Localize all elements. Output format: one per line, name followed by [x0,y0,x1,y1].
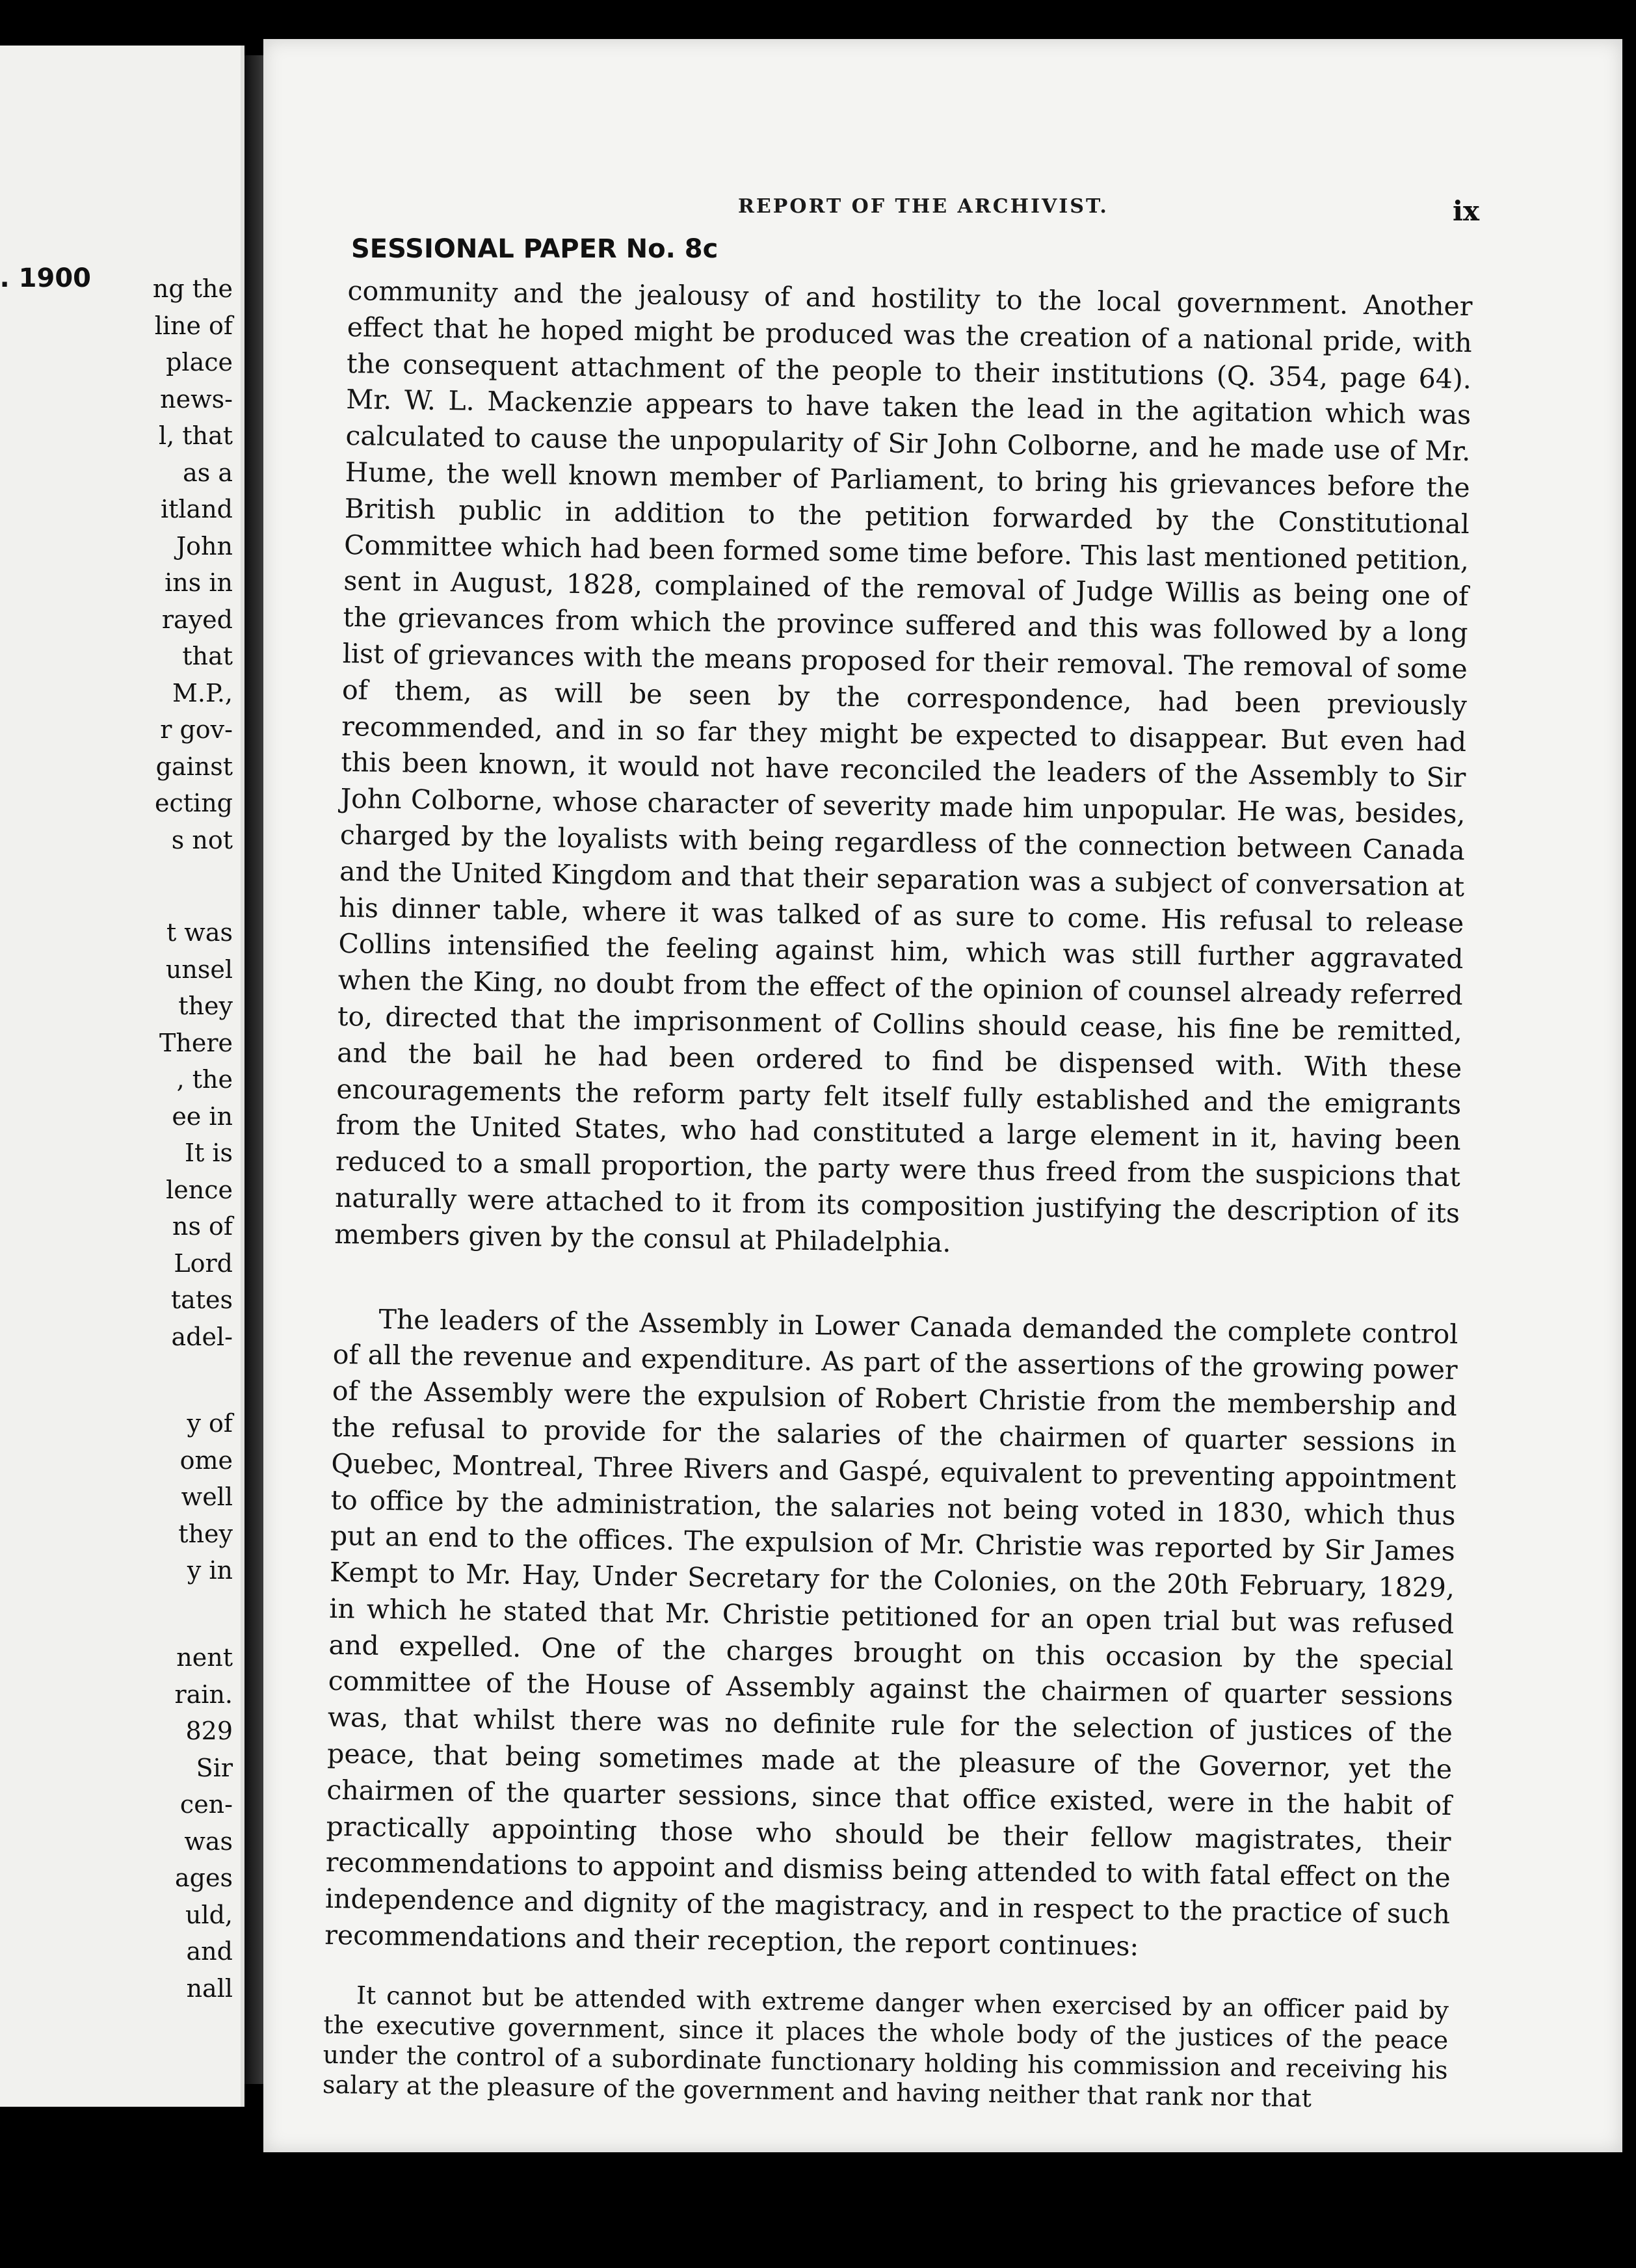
left-page-fragment: ins in [165,568,233,597]
left-page-fragment: lence [166,1175,233,1204]
left-page-fragment: and [186,1937,233,1966]
left-page-fragment: t was [166,918,233,947]
left-page-fragment: nall [186,1973,233,2003]
left-page-fragment: ns of [172,1212,233,1241]
left-page-fragment: place [166,348,233,376]
left-page-fragment: l, that [159,421,233,450]
left-page-fragment: tates [170,1286,233,1314]
left-page-fragment: line of [154,311,233,340]
left-page-fragment: ome [179,1445,233,1475]
left-page-fragment: John [176,531,233,560]
left-page-fragment: they [178,1519,233,1548]
left-page-fragment: news- [160,384,233,414]
left-page-fragment: ee in [172,1101,233,1131]
left-page-fragment: was [184,1826,233,1856]
left-page-fragment: rain. [174,1680,233,1709]
left-page-fragment: uld, [185,1900,233,1929]
left-page-fragment: unsel [165,955,233,984]
left-page-fragment: ecting [155,789,233,817]
left-page-fragment: Sir [196,1753,233,1782]
left-page-fragment: , the [176,1065,233,1094]
left-page-fragment: as a [183,458,233,487]
paragraph: The leaders of the Assembly in Lower Canada demanded the complete control of all the revenue and expenditure. As part of the assertions of the growing power of the Assembly were the expulsion of Robert Christie from the membership and the refusal to provide for the salaries of the chairmen of quarter sessions in Quebec, Montreal, Three Rivers and Gaspé, equivalent to preventing appointment to office by the administration, the salaries not being voted in 1830, which thus put an end to the offices. The expulsion of Mr. Christie was reported by Sir James Kempt to Mr. Hay, Under Secretary for the Colonies, on the 20th February, 1829, in which he stated that Mr. Christie petitioned for an open trial but was refused and expelled. One of the charges brought on this occasion by the special committee of the House of Assembly against the chairmen of quarter sessions was, that whilst there was no definite rule for the selection of justices of the peace, that being sometimes made at the pleasure of the Governor, yet the chairmen of the quarter sessions, since that office existed, were in the habit of practically appointing those who should be their fellow magistrates, their recommendations to appoint and dismiss being attended to with fatal effect on the independence and dignity of the magistracy, and in respect to the practice of such recommendations and their reception, the report continues: [324,1303,1458,1962]
left-page-fragment: y of [187,1409,233,1438]
running-head: REPORT OF THE ARCHIVIST. [738,195,1109,218]
left-page-fragment: gainst [155,752,233,781]
left-page-fragment: rayed [161,605,233,634]
body-text [323,273,1473,2115]
left-page-fragment: nent [176,1643,233,1672]
left-page-fragment: that [182,642,233,670]
left-page [0,46,244,2107]
right-page [263,39,1622,2152]
left-page-fragment: ages [175,1864,233,1892]
left-page-fragment: adel- [171,1322,233,1351]
left-page-year: . 1900 [0,263,91,293]
left-page-fragment: 829 [185,1717,233,1745]
paragraph: community and the jealousy of and hostility to the local government. Another effect that he hoped might be produced was the creation of a national pride, with the consequent attachment of the people to their institutions (Q. 354, page 64). Mr. W. L. Mackenzie appears to have taken the lead in the agitation which was calculated to cause the unpopularity of Sir John Colborne, and he made use of Mr. Hume, the well known member of Parliament, to bring his grievances before the British public in addition to the petition forwarded by the Constitutional Committee which had been formed some time before. This last mentioned petition, sent in August, 1828, complained of the removal of Judge Willis as being one of the grievances from which the province suffered and this was followed by a long list of grievances with the means proposed for their removal. The removal of some of them, as will be seen by the correspondence, had been previously recommended, and in so far they might be expected to disappear. But even had this been known, it would not have reconciled the leaders of the Assembly to Sir John Colborne, whose character of severity made him unpopular. He was, besides, charged by the loyalists with being regardless of the connection between Canada and the United Kingdom and that their separation was a subject of conversation at his dinner table, where it was talked of as sure to come. His refusal to release Collins intensified the feeling against him, which was still further aggravated when the King, no doubt from the effect of the opinion of counsel already referred to, directed that the imprisonment of Collins should cease, his fine be remitted, and the bail he had been ordered to find be dispensed with. With these encouragements the reform party felt itself fully established and the emigrants from the United States, who had constituted a large element in it, having been reduced to a small proportion, the party were thus freed from the suspicions that naturally were attached to it from its composition justifying the description of its members given by the consul at Philadelphia. [334,274,1473,1258]
block-quote: It cannot but be attended with extreme danger when exercised by an officer paid by the executive government, since it places the whole body of the justices of the peace under the control of a subordinate functionary holding his commission and receiving his salary at the pleasure of the government and having neither that rank nor that [322,1981,1449,2113]
sessional-paper-label: SESSIONAL PAPER No. 8c [351,234,719,264]
left-page-fragment: ng the [152,274,233,303]
left-page-fragment: It is [184,1139,233,1167]
left-page-fragment: s not [171,825,233,854]
page-gutter [244,55,264,2084]
left-page-fragment: itland [160,495,233,523]
left-page-fragment: M.P., [172,678,233,707]
page-number: ix [1453,195,1479,227]
left-page-fragment: well [181,1483,233,1511]
left-page-fragment: There [159,1028,233,1057]
left-page-fragment: cen- [179,1790,233,1819]
left-page-fragment: y in [187,1556,233,1585]
left-page-fragment: they [178,992,233,1020]
left-page-fragment: Lord [174,1248,233,1278]
left-page-fragment: r gov- [160,715,233,744]
